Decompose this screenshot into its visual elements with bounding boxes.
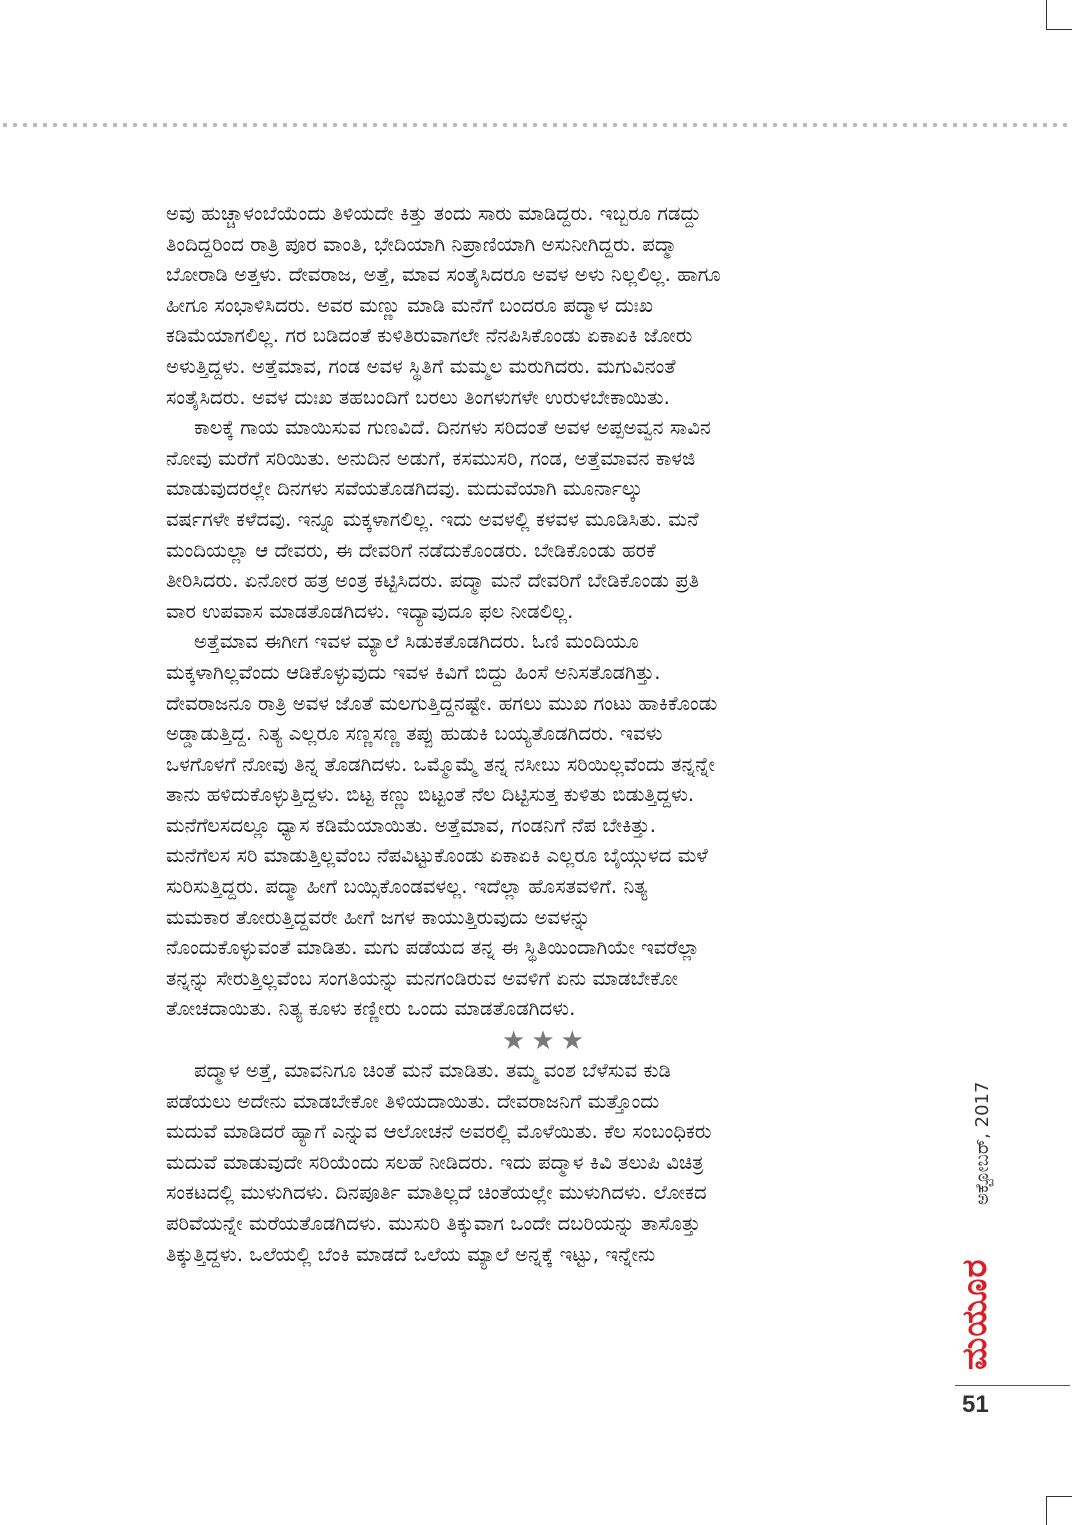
- crop-mark-bottom-horizontal: [1046, 1496, 1072, 1497]
- article-line: ಪಡೆಯಲು ಅದೇನು ಮಾಡಬೇಕೋ ತಿಳಿಯದಾಯಿತು. ದೇವರಾಜನಿಗೆ ಮತ್ತೊಂದು: [166, 1089, 660, 1113]
- article-body: [166, 199, 926, 1270]
- article-line: ಅಡ್ಡಾಡುತ್ತಿದ್ದ. ನಿತ್ಯ ಎಲ್ಲರೂ ಸಣ್ಣಸಣ್ಣ ತಪ್ಪು ಹುಡುಕಿ ಬಯ್ಯತೊಡಗಿದರು. ಇವಳು: [166, 722, 663, 746]
- article-line: ಅವು ಹುಚ್ಚಾಳಂಬೆಯೆಂದು ತಿಳಿಯದೇ ಕಿತ್ತು ತಂದು ಸಾರು ಮಾಡಿದ್ದರು. ಇಬ್ಬರೂ ಗಡದ್ದು: [166, 202, 702, 225]
- article-line: ತೀರಿಸಿದರು. ಏನೋರ ಹತ್ರ ಅಂತ್ರ ಕಟ್ಟಿಸಿದರು. ಪದ್ಮಾ ಮನೆ ದೇವರಿಗೆ ಬೇಡಿಕೊಂಡು ಪ್ರತಿ: [166, 569, 700, 593]
- article-line: ಮದುವೆ ಮಾಡುವುದೇ ಸರಿಯೆಂದು ಸಲಹೆ ನೀಡಿದರು. ಇದು ಪದ್ಮಾಳ ಕಿವಿ ತಲುಪಿ ವಿಚಿತ್ರ: [166, 1150, 704, 1174]
- article-line: ಅತ್ತೆಮಾವ ಈಗೀಗ ಇವಳ ಮ್ಯಾಲೆ ಸಿಡುಕತೊಡಗಿದರು. ಓಣಿ ಮಂದಿಯೂ: [194, 630, 639, 654]
- article-line: ಒಳಗೊಳಗೆ ನೋವು ತಿನ್ನ ತೊಡಗಿದಳು. ಒಮ್ಮೊಮ್ಮೆ ತನ್ನ ನಸೀಬು ಸರಿಯಿಲ್ಲವೆಂದು ತನ್ನನ್ನೇ: [166, 752, 716, 776]
- article-line: ಪದ್ಮಾಳ ಅತ್ತೆ, ಮಾವನಿಗೂ ಚಿಂತೆ ಮನೆ ಮಾಡಿತು. ತಮ್ಮ ವಂಶ ಬೆಳೆಸುವ ಕುಡಿ: [194, 1059, 671, 1083]
- dotted-divider: [0, 121, 1072, 129]
- issue-date: ಅಕ್ಟೋಬರ್, 2017: [972, 1081, 993, 1205]
- article-line: ಮಾಡುವುದರಲ್ಲೇ ದಿನಗಳು ಸವೆಯತೊಡಗಿದವು. ಮದುವೆಯಾಗಿ ಮೂರ್ನಾಲ್ಕು: [166, 477, 643, 501]
- article-line: ತಿಕ್ಕುತ್ತಿದ್ದಳು. ಒಲೆಯಲ್ಲಿ ಬೆಂಕಿ ಮಾಡದೆ ಒಲೆಯ ಮ್ಯಾಲೆ ಅನ್ನಕ್ಕೆ ಇಟ್ಟು, ಇನ್ನೇನು: [166, 1242, 656, 1266]
- article-line: ವಾರ ಉಪವಾಸ ಮಾಡತೊಡಗಿದಳು. ಇದ್ಯಾವುದೂ ಫಲ ನೀಡಲಿಲ್ಲ.: [166, 599, 574, 623]
- page-number: 51: [962, 1391, 989, 1418]
- magazine-logo: ಮಯೂರ: [955, 1258, 995, 1370]
- article-line: ಸಂಕಟದಲ್ಲಿ ಮುಳುಗಿದಳು. ದಿನಪೂರ್ತಿ ಮಾತಿಲ್ಲದೆ ಚಿಂತೆಯಲ್ಲೇ ಮುಳುಗಿದಳು. ಲೋಕದ: [166, 1181, 707, 1205]
- article-line: ಹೀಗೂ ಸಂಭಾಳಿಸಿದರು. ಅವರ ಮಣ್ಣು ಮಾಡಿ ಮನೆಗೆ ಬಂದರೂ ಪದ್ಮಾಳ ದುಃಖ: [166, 293, 654, 317]
- article-line: ಮದುವೆ ಮಾಡಿದರೆ ಹ್ಯಾಗೆ ಎನ್ನುವ ಆಲೋಚನೆ ಅವರಲ್ಲಿ ಮೊಳೆಯಿತು. ಕೆಲ ಸಂಬಂಧಿಕರು: [166, 1120, 712, 1144]
- article-line: ತನ್ನನ್ನು ಸೇರುತ್ತಿಲ್ಲವೆಂಬ ಸಂಗತಿಯನ್ನು ಮನಗಂಡಿರುವ ಅವಳಿಗೆ ಏನು ಮಾಡಬೇಕೋ: [166, 966, 679, 990]
- article-line: ವರ್ಷಗಳೇ ಕಳೆದವು. ಇನ್ನೂ ಮಕ್ಕಳಾಗಲಿಲ್ಲ. ಇದು ಅವಳಲ್ಲಿ ಕಳವಳ ಮೂಡಿಸಿತು. ಮನೆ: [166, 507, 699, 531]
- article-line: ಮಕ್ಕಳಾಗಿಲ್ಲವೆಂದು ಆಡಿಕೊಳ್ಳುವುದು ಇವಳ ಕಿವಿಗೆ ಬಿದ್ದು ಹಿಂಸೆ ಅನಿಸತೊಡಗಿತ್ತು.: [166, 660, 661, 684]
- article-line: ಕಾಲಕ್ಕೆ ಗಾಯ ಮಾಯಿಸುವ ಗುಣವಿದೆ. ದಿನಗಳು ಸರಿದಂತೆ ಅವಳ ಅಪ್ಪಅವ್ವನ ಸಾವಿನ: [194, 416, 711, 440]
- article-line: ಮನೆಗೆಲಸ ಸರಿ ಮಾಡುತ್ತಿಲ್ಲವೆಂಬ ನೆಪವಿಟ್ಟುಕೊಂಡು ಏಕಾಏಕಿ ಎಲ್ಲರೂ ಬೈಯ್ಗುಳದ ಮಳೆ: [166, 844, 708, 868]
- article-line: ತಿಂದಿದ್ದರಿಂದ ರಾತ್ರಿ ಪೂರ ವಾಂತಿ, ಭೇದಿಯಾಗಿ ನಿಪ್ರಾಣಿಯಾಗಿ ಅಸುನೀಗಿದ್ದರು. ಪದ್ಮಾ: [166, 232, 678, 256]
- page-number-rule: [955, 1385, 1070, 1386]
- article-line: ಸುರಿಸುತ್ತಿದ್ದರು. ಪದ್ಮಾ ಹೀಗೆ ಬಯ್ಸಿಕೊಂಡವಳಲ್ಲ. ಇದೆಲ್ಲಾ ಹೊಸತವಳಿಗೆ. ನಿತ್ಯ: [166, 875, 648, 899]
- crop-mark-top-vertical: [1046, 0, 1047, 30]
- section-separator-stars: ★★★: [502, 1026, 590, 1057]
- article-line: ಮನೆಗೆಲಸದಲ್ಲೂ ಧ್ಯಾಸ ಕಡಿಮೆಯಾಯಿತು. ಅತ್ತೆಮಾವ, ಗಂಡನಿಗೆ ನೆಪ ಬೇಕಿತ್ತು.: [166, 813, 657, 837]
- article-line: ಬೋರಾಡಿ ಅತ್ತಳು. ದೇವರಾಜ, ಅತ್ತೆ, ಮಾವ ಸಂತೈಸಿದರೂ ಅವಳ ಅಳು ನಿಲ್ಲಲಿಲ್ಲ. ಹಾಗೂ: [166, 263, 721, 287]
- article-line: ನೊಂದುಕೊಳ್ಳುವಂತೆ ಮಾಡಿತು. ಮಗು ಪಡೆಯದ ತನ್ನ ಈ ಸ್ಥಿತಿಯಿಂದಾಗಿಯೇ ಇವರೆಲ್ಲಾ: [166, 936, 700, 960]
- article-line: ಪರಿವೆಯನ್ನೇ ಮರೆಯತೊಡಗಿದಳು. ಮುಸುರಿ ತಿಕ್ಕುವಾಗ ಒಂದೇ ದಬರಿಯನ್ನು ತಾಸೊತ್ತು: [166, 1212, 701, 1235]
- article-line: ದೇವರಾಜನೂ ರಾತ್ರಿ ಅವಳ ಜೊತೆ ಮಲಗುತ್ತಿದ್ದನಷ್ಟೇ. ಹಗಲು ಮುಖ ಗಂಟು ಹಾಕಿಕೊಂಡು: [166, 691, 718, 715]
- article-line: ತೋಚದಾಯಿತು. ನಿತ್ಯ ಕೂಳು ಕಣ್ಣೀರು ಒಂದು ಮಾಡತೊಡಗಿದಳು.: [166, 997, 576, 1021]
- article-line: ಕಡಿಮೆಯಾಗಲಿಲ್ಲ. ಗರ ಬಡಿದಂತೆ ಕುಳಿತಿರುವಾಗಲೇ ನೆನಪಿಸಿಕೊಂಡು ಏಕಾಏಕಿ ಜೋರು: [166, 324, 693, 348]
- crop-mark-bottom-vertical: [1046, 1496, 1047, 1525]
- article-line: ತಾನು ಹಳಿದುಕೊಳ್ಳುತ್ತಿದ್ದಳು. ಬಿಟ್ಟ ಕಣ್ಣು ಬಿಟ್ಟಂತೆ ನೆಲ ದಿಟ್ಟಿಸುತ್ತ ಕುಳಿತು ಬಿಡುತ್ತಿದ್ದಳು.: [166, 783, 695, 807]
- article-line: ಮಮಕಾರ ತೋರುತ್ತಿದ್ದವರೇ ಹೀಗೆ ಜಗಳ ಕಾಯುತ್ತಿರುವುದು ಅವಳನ್ನು: [166, 905, 591, 929]
- crop-mark-top-horizontal: [1046, 29, 1072, 30]
- article-line: ಅಳುತ್ತಿದ್ದಳು. ಅತ್ತೆಮಾವ, ಗಂಡ ಅವಳ ಸ್ಥಿತಿಗೆ ಮಮ್ಮಲ ಮರುಗಿದರು. ಮಗುವಿನಂತೆ: [166, 354, 676, 378]
- article-line: ಮಂದಿಯಲ್ಲಾ ಆ ದೇವರು, ಈ ದೇವರಿಗೆ ನಡೆದುಕೊಂಡರು. ಬೇಡಿಕೊಂಡು ಹರಕೆ: [166, 538, 656, 562]
- article-line: ಸಂತೈಸಿದರು. ಅವಳ ದುಃಖ ತಹಬಂದಿಗೆ ಬರಲು ತಿಂಗಳುಗಳೇ ಉರುಳಬೇಕಾಯಿತು.: [166, 385, 670, 409]
- article-line: ನೋವು ಮರೆಗೆ ಸರಿಯಿತು. ಅನುದಿನ ಅಡುಗೆ, ಕಸಮುಸರಿ, ಗಂಡ, ಅತ್ತೆಮಾವನ ಕಾಳಜಿ: [166, 446, 696, 470]
